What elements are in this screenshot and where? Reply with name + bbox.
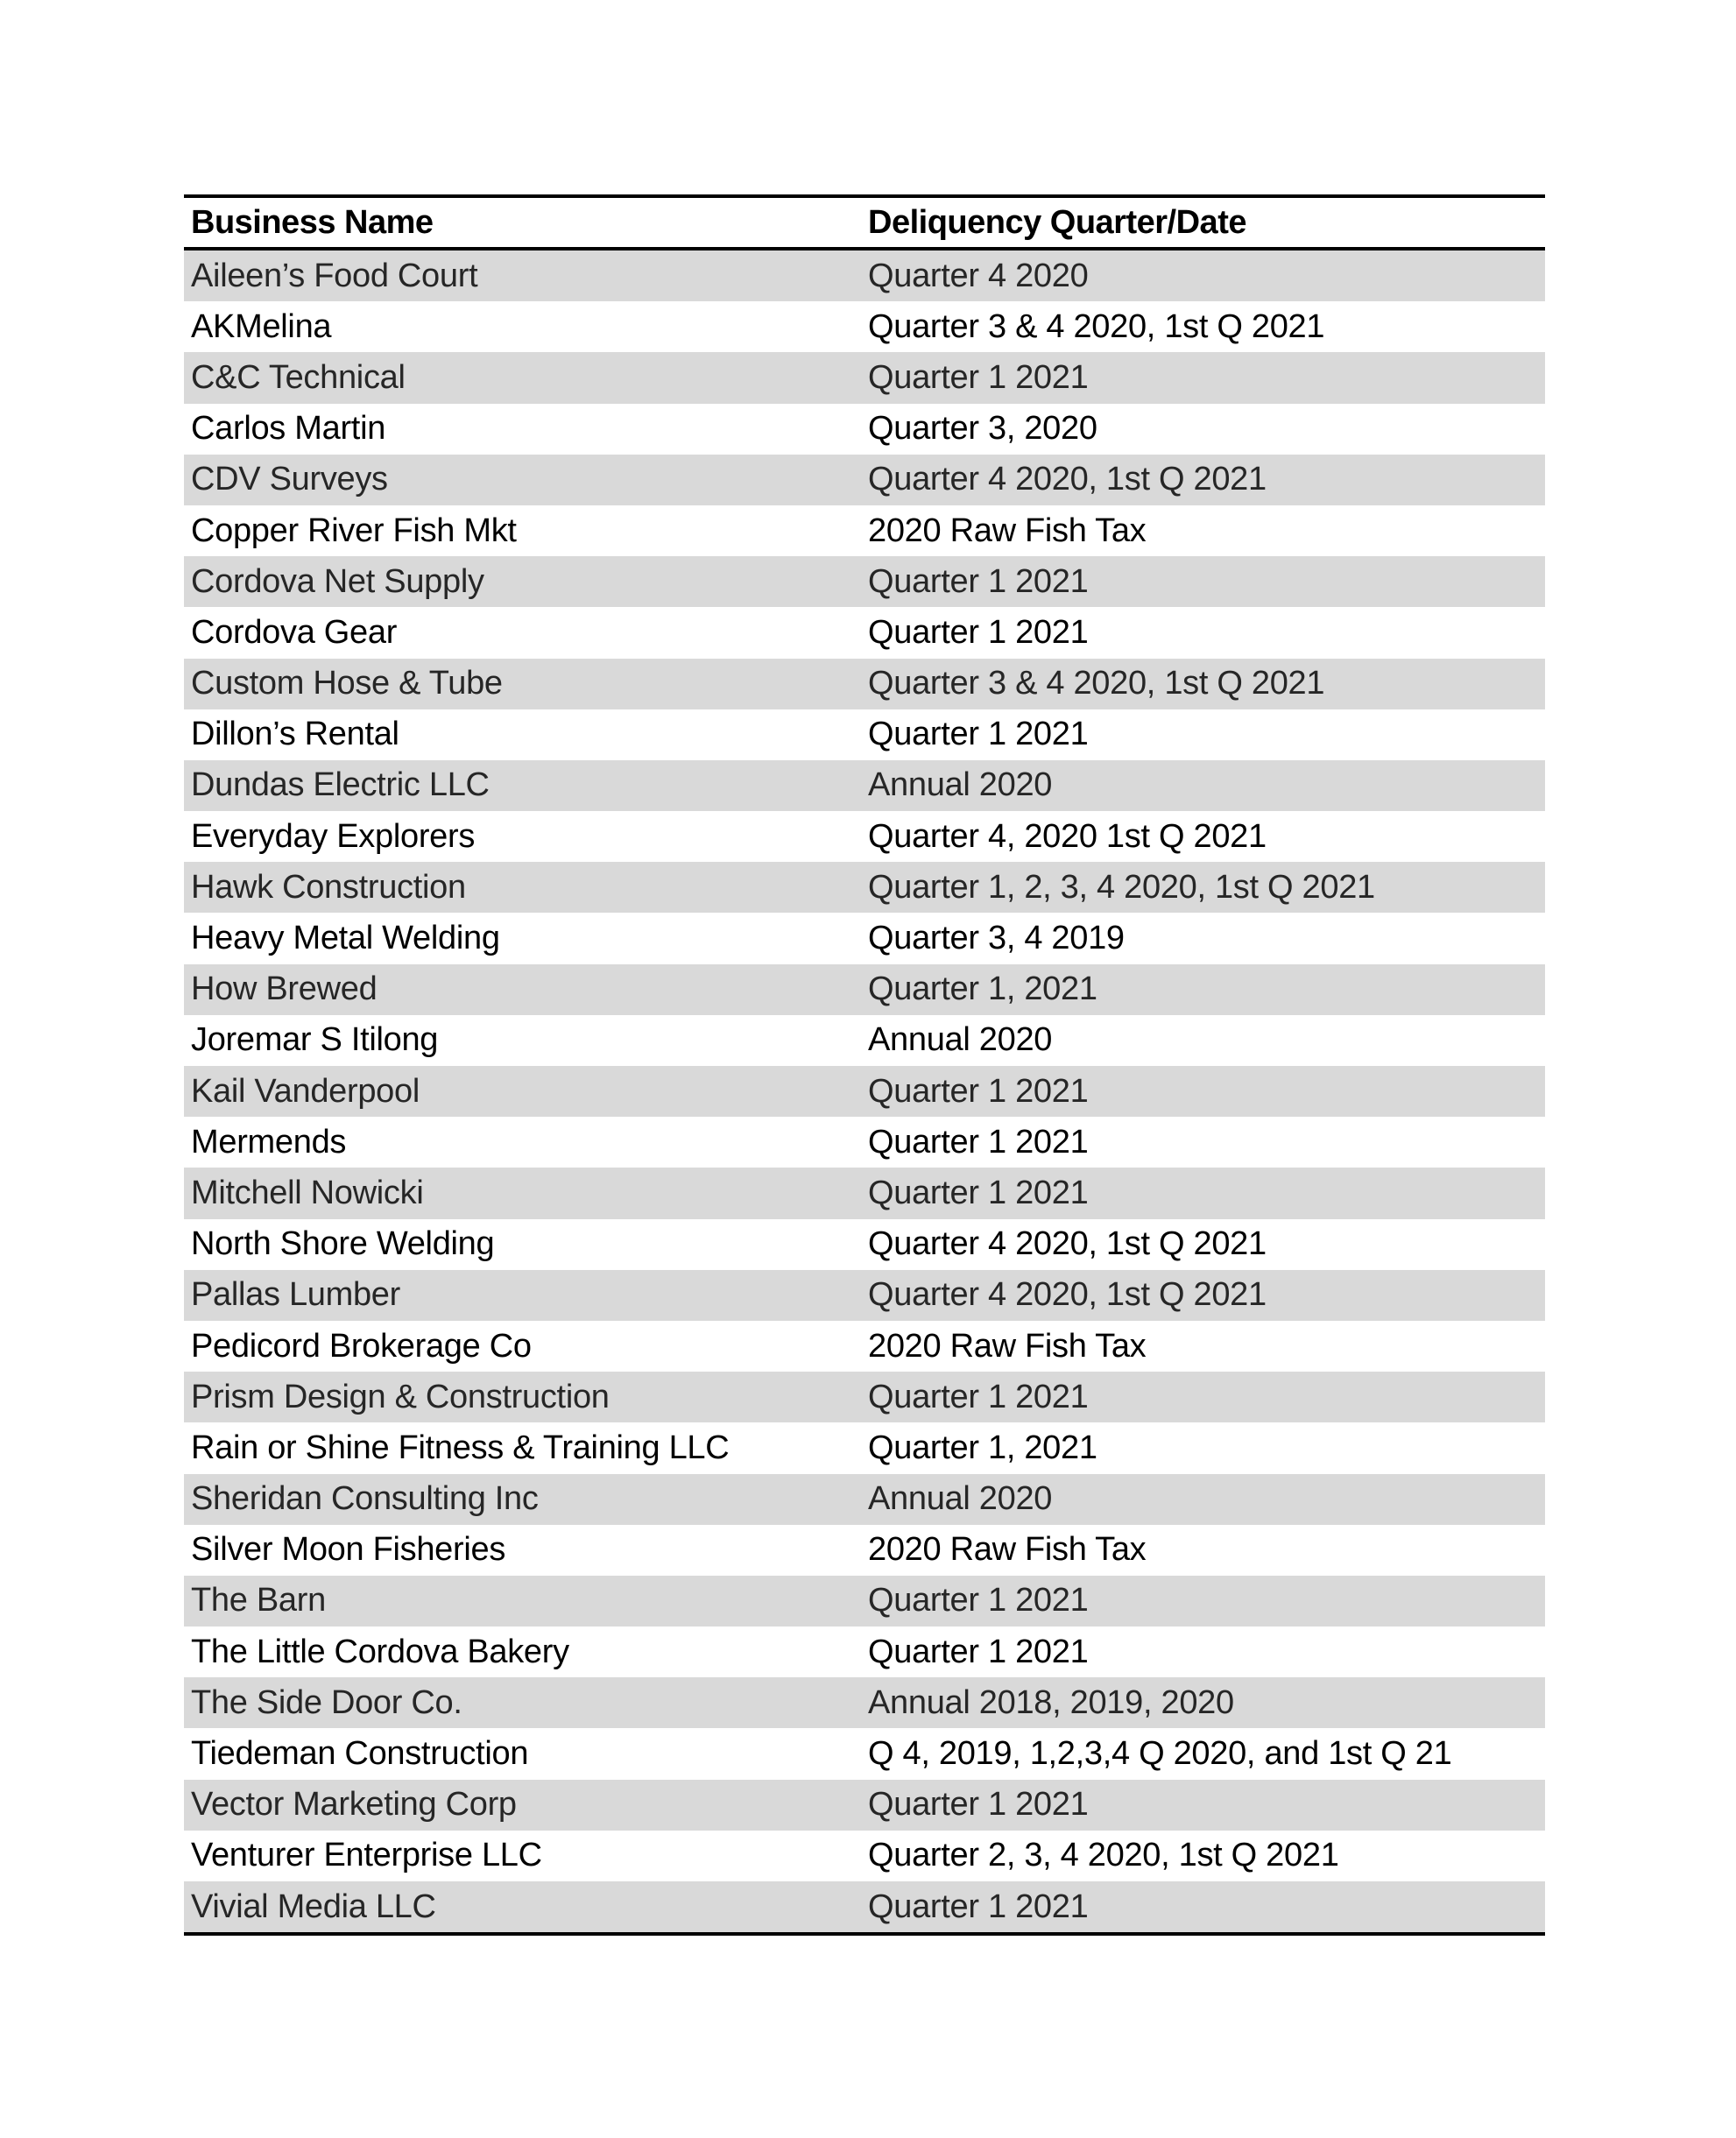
delinquency-date-cell: Annual 2020: [861, 1474, 1545, 1525]
table-row: [184, 811, 1545, 862]
table-row: [184, 1831, 1545, 1881]
business-name-cell: Kail Vanderpool: [184, 1066, 861, 1117]
business-name-cell: Venturer Enterprise LLC: [184, 1831, 861, 1881]
table-row: [184, 1728, 1545, 1779]
delinquency-date-cell: Quarter 3 & 4 2020, 1st Q 2021: [861, 659, 1545, 709]
delinquency-date-cell: 2020 Raw Fish Tax: [861, 1321, 1545, 1372]
business-name-cell: Heavy Metal Welding: [184, 913, 861, 963]
business-name-cell: Sheridan Consulting Inc: [184, 1474, 861, 1525]
business-name-cell: AKMelina: [184, 301, 861, 352]
table-row: [184, 1219, 1545, 1270]
table-row: [184, 607, 1545, 658]
table-row: [184, 1372, 1545, 1422]
table-row: [184, 1015, 1545, 1066]
delinquency-table-container: [184, 194, 1545, 1936]
table-row: [184, 1576, 1545, 1626]
table-row: [184, 862, 1545, 913]
business-name-cell: Vector Marketing Corp: [184, 1780, 861, 1831]
table-row: [184, 913, 1545, 963]
business-name-cell: C&C Technical: [184, 352, 861, 403]
delinquency-date-cell: Quarter 1, 2021: [861, 964, 1545, 1015]
business-name-cell: Cordova Gear: [184, 607, 861, 658]
business-name-cell: Joremar S Itilong: [184, 1015, 861, 1066]
delinquency-date-cell: Q 4, 2019, 1,2,3,4 Q 2020, and 1st Q 21: [861, 1728, 1545, 1779]
delinquency-date-cell: 2020 Raw Fish Tax: [861, 505, 1545, 556]
delinquency-date-cell: Quarter 1, 2, 3, 4 2020, 1st Q 2021: [861, 862, 1545, 913]
header-delinquency-date: Deliquency Quarter/Date: [861, 196, 1545, 249]
table-row: [184, 1422, 1545, 1473]
delinquency-date-cell: Quarter 1 2021: [861, 1881, 1545, 1934]
business-name-cell: Cordova Net Supply: [184, 556, 861, 607]
business-name-cell: Mitchell Nowicki: [184, 1168, 861, 1218]
table-row: [184, 404, 1545, 455]
delinquency-date-cell: Quarter 1 2021: [861, 352, 1545, 403]
delinquency-date-cell: Quarter 4 2020, 1st Q 2021: [861, 455, 1545, 505]
table-row: [184, 964, 1545, 1015]
delinquency-date-cell: Quarter 4 2020: [861, 249, 1545, 301]
delinquency-date-cell: Quarter 1 2021: [861, 1168, 1545, 1218]
delinquency-date-cell: Quarter 3, 2020: [861, 404, 1545, 455]
table-row: [184, 1270, 1545, 1321]
delinquency-date-cell: Quarter 1 2021: [861, 607, 1545, 658]
delinquency-date-cell: 2020 Raw Fish Tax: [861, 1525, 1545, 1576]
table-row: [184, 352, 1545, 403]
table-row: [184, 1066, 1545, 1117]
table-body: [184, 249, 1545, 1934]
business-name-cell: Copper River Fish Mkt: [184, 505, 861, 556]
table-row: [184, 556, 1545, 607]
table-row: [184, 249, 1545, 301]
header-business-name: Business Name: [184, 196, 861, 249]
business-name-cell: Silver Moon Fisheries: [184, 1525, 861, 1576]
table-row: [184, 301, 1545, 352]
business-name-cell: Aileen’s Food Court: [184, 249, 861, 301]
business-name-cell: Mermends: [184, 1117, 861, 1168]
delinquency-date-cell: Quarter 1, 2021: [861, 1422, 1545, 1473]
table-row: [184, 1677, 1545, 1728]
table-row: [184, 1117, 1545, 1168]
business-name-cell: Everyday Explorers: [184, 811, 861, 862]
business-name-cell: Rain or Shine Fitness & Training LLC: [184, 1422, 861, 1473]
header-row: [184, 196, 1545, 249]
table-row: [184, 709, 1545, 760]
delinquency-date-cell: Annual 2018, 2019, 2020: [861, 1677, 1545, 1728]
delinquency-date-cell: Quarter 4, 2020 1st Q 2021: [861, 811, 1545, 862]
business-name-cell: Pedicord Brokerage Co: [184, 1321, 861, 1372]
delinquency-date-cell: Annual 2020: [861, 1015, 1545, 1066]
delinquency-date-cell: Quarter 1 2021: [861, 556, 1545, 607]
table-row: [184, 1474, 1545, 1525]
table-header: [184, 196, 1545, 249]
business-name-cell: Dundas Electric LLC: [184, 760, 861, 811]
delinquency-date-cell: Quarter 1 2021: [861, 1066, 1545, 1117]
business-name-cell: The Side Door Co.: [184, 1677, 861, 1728]
delinquency-date-cell: Quarter 1 2021: [861, 1780, 1545, 1831]
business-name-cell: Pallas Lumber: [184, 1270, 861, 1321]
table-row: [184, 455, 1545, 505]
delinquency-date-cell: Annual 2020: [861, 760, 1545, 811]
business-name-cell: North Shore Welding: [184, 1219, 861, 1270]
table-row: [184, 659, 1545, 709]
delinquency-table: [184, 194, 1545, 1936]
business-name-cell: Tiedeman Construction: [184, 1728, 861, 1779]
table-row: [184, 1626, 1545, 1677]
delinquency-date-cell: Quarter 1 2021: [861, 1576, 1545, 1626]
business-name-cell: How Brewed: [184, 964, 861, 1015]
delinquency-date-cell: Quarter 1 2021: [861, 1117, 1545, 1168]
delinquency-date-cell: Quarter 3 & 4 2020, 1st Q 2021: [861, 301, 1545, 352]
business-name-cell: Hawk Construction: [184, 862, 861, 913]
business-name-cell: CDV Surveys: [184, 455, 861, 505]
delinquency-date-cell: Quarter 1 2021: [861, 1372, 1545, 1422]
business-name-cell: Dillon’s Rental: [184, 709, 861, 760]
delinquency-date-cell: Quarter 1 2021: [861, 709, 1545, 760]
table-row: [184, 505, 1545, 556]
table-row: [184, 1168, 1545, 1218]
delinquency-date-cell: Quarter 4 2020, 1st Q 2021: [861, 1270, 1545, 1321]
table-row: [184, 1780, 1545, 1831]
business-name-cell: Carlos Martin: [184, 404, 861, 455]
business-name-cell: The Little Cordova Bakery: [184, 1626, 861, 1677]
delinquency-date-cell: Quarter 2, 3, 4 2020, 1st Q 2021: [861, 1831, 1545, 1881]
table-row: [184, 1525, 1545, 1576]
table-row: [184, 760, 1545, 811]
business-name-cell: The Barn: [184, 1576, 861, 1626]
business-name-cell: Prism Design & Construction: [184, 1372, 861, 1422]
table-row: [184, 1321, 1545, 1372]
table-row: [184, 1881, 1545, 1934]
delinquency-date-cell: Quarter 3, 4 2019: [861, 913, 1545, 963]
delinquency-date-cell: Quarter 4 2020, 1st Q 2021: [861, 1219, 1545, 1270]
delinquency-date-cell: Quarter 1 2021: [861, 1626, 1545, 1677]
business-name-cell: Vivial Media LLC: [184, 1881, 861, 1934]
business-name-cell: Custom Hose & Tube: [184, 659, 861, 709]
